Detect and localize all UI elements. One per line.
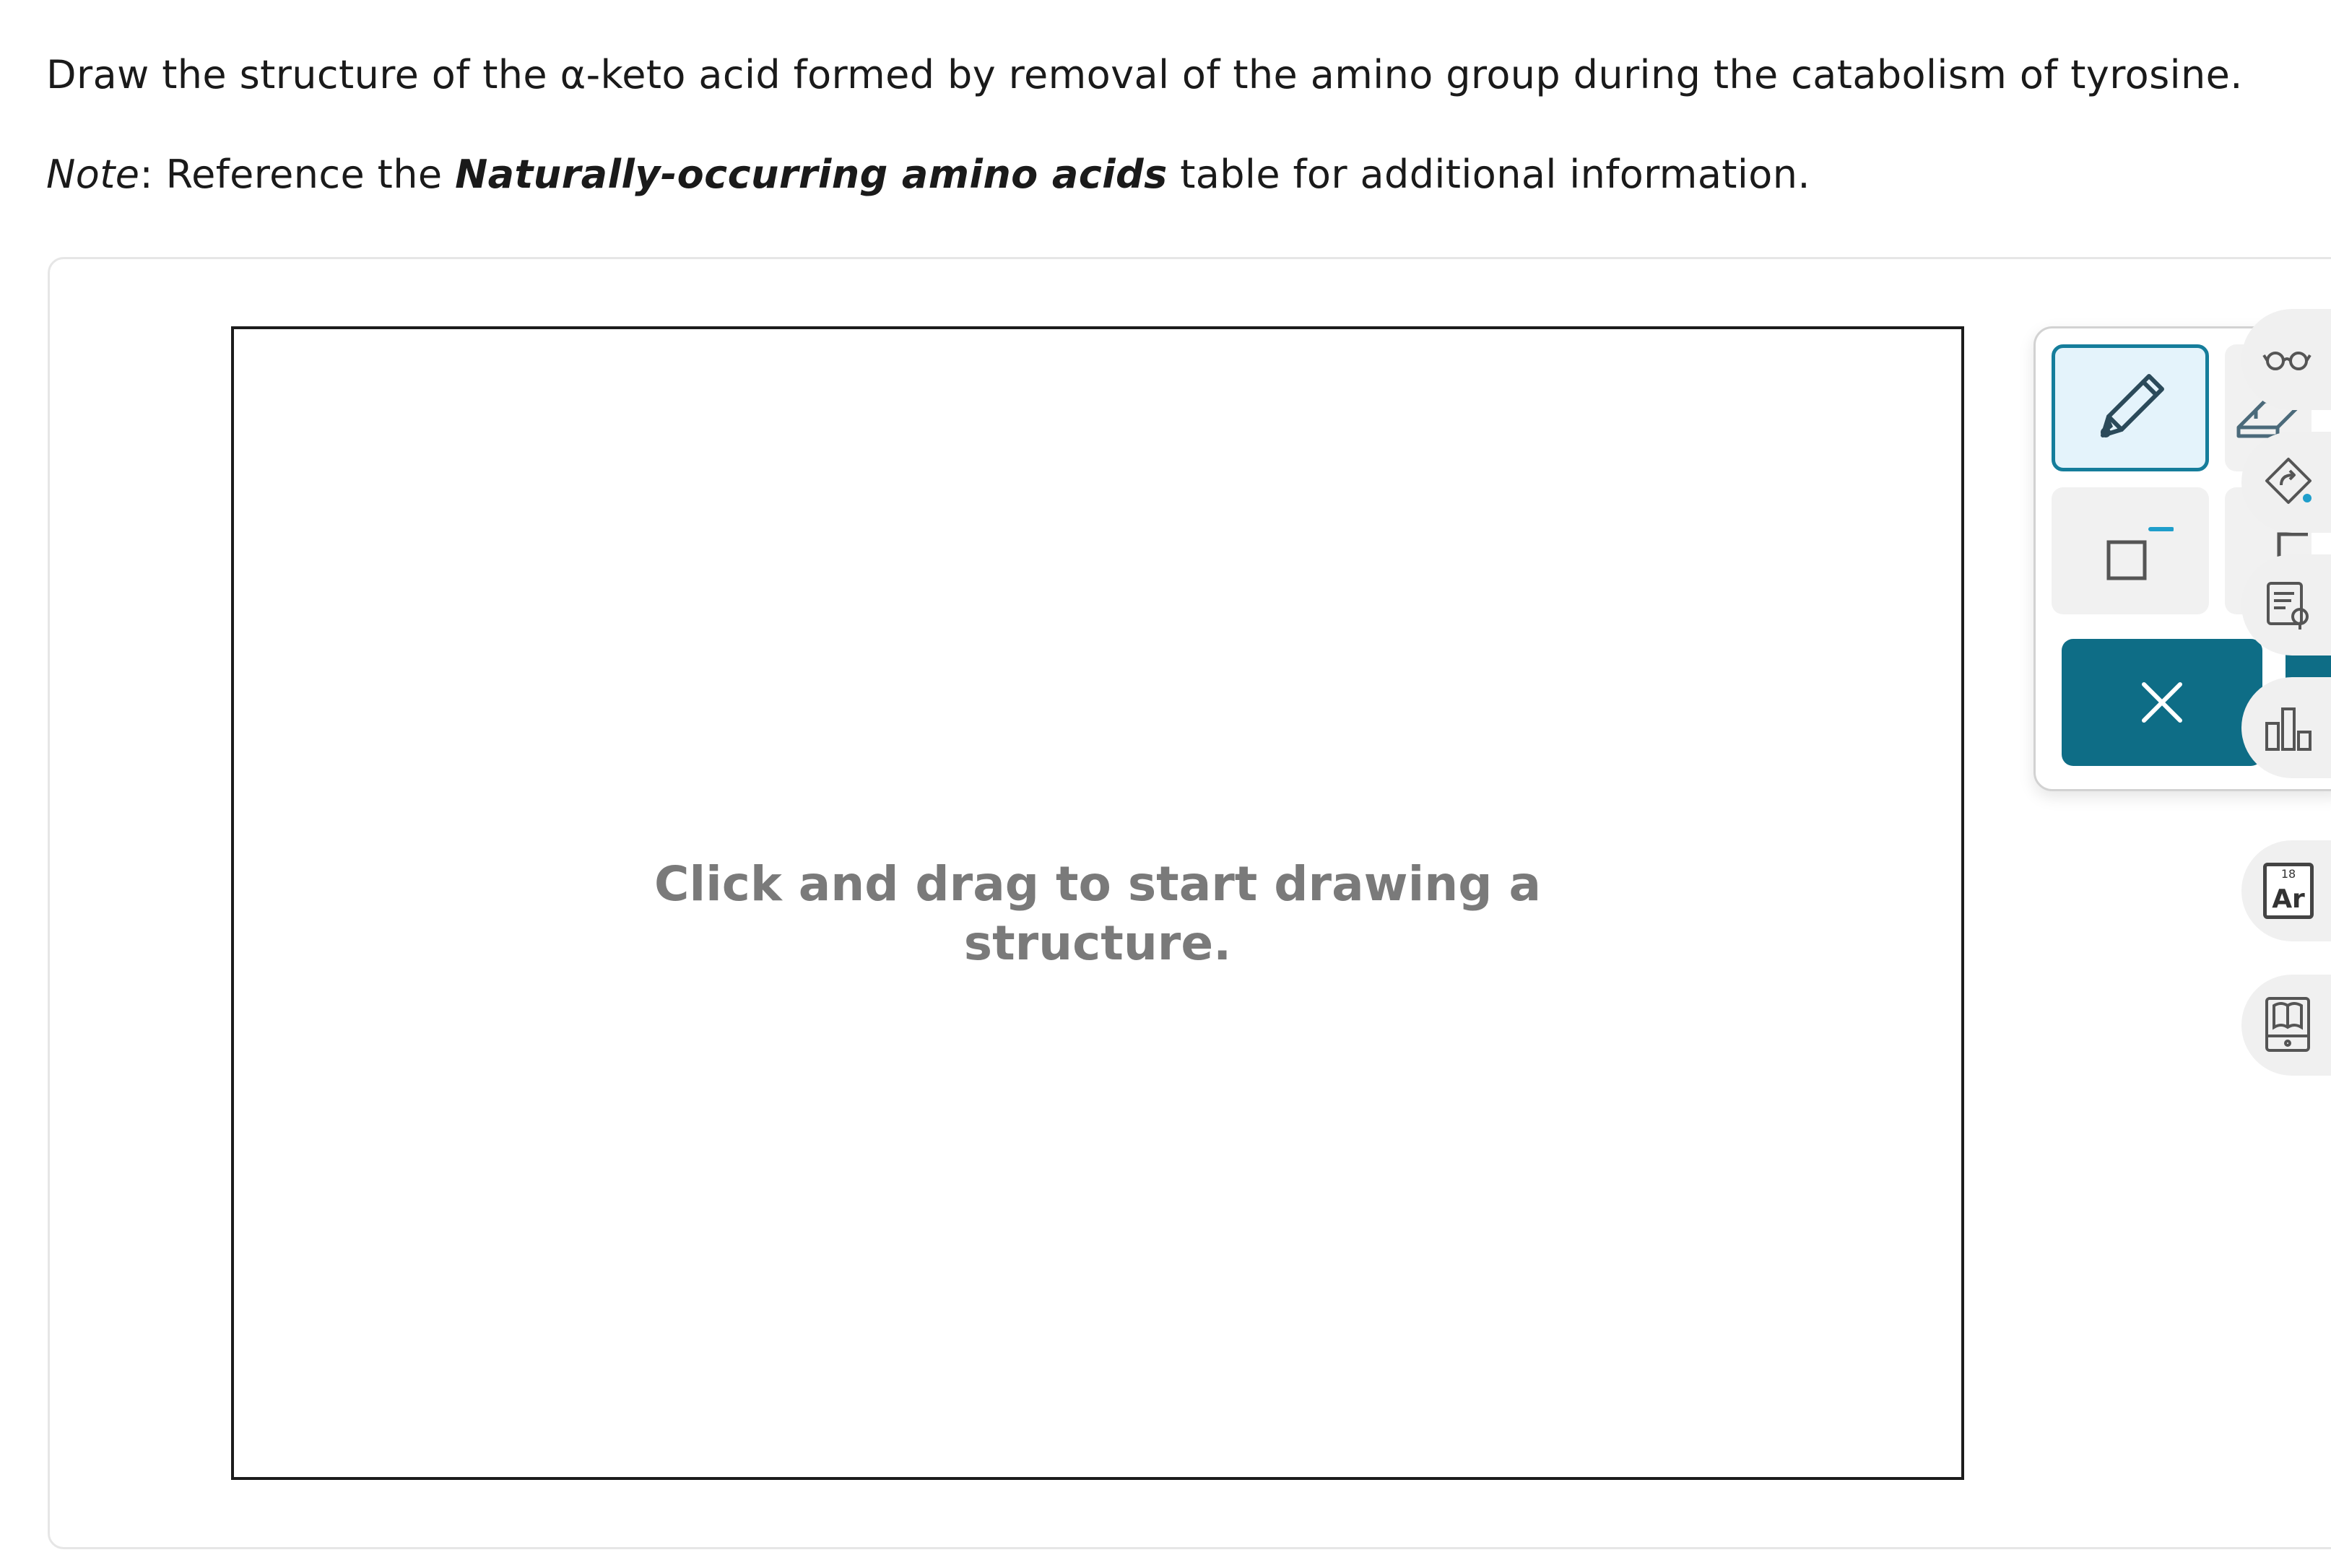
side-rail [2241,309,2331,785]
canvas-hint [234,855,1961,973]
explanation-button[interactable] [2241,554,2331,655]
pencil-icon [2087,365,2174,451]
periodic-symbol: Ar [2272,884,2305,914]
glasses-icon [2260,338,2317,381]
charge-icon [2087,515,2174,587]
explanation-icon [2260,576,2317,634]
charge-tool-button[interactable] [2052,487,2209,614]
note-label: Note [46,152,140,197]
rotate-button[interactable] [2241,432,2331,533]
rotate-icon [2260,453,2317,511]
pencil-tool-button[interactable] [2052,344,2209,471]
note-suffix: table for additional information. [1167,152,1810,197]
note-prefix: : Reference the [139,152,456,197]
question-text [46,49,2243,101]
view-button[interactable] [2241,309,2331,410]
data-button[interactable] [2241,677,2331,778]
drawing-canvas[interactable] [231,326,1964,1480]
note-emphasis[interactable]: Naturally-occurring amino acids [455,152,1168,197]
canvas-hint-line1: Click and drag to start drawing a [654,856,1541,912]
reference-book-icon [2260,993,2317,1058]
periodic-table-icon [2263,863,2314,919]
question-body: Draw the structure of the α-keto acid formed by removal of the amino group during the catabolism of tyrosine. [46,52,2243,97]
periodic-number: 18 [2280,867,2296,881]
bar-chart-icon [2260,699,2317,757]
canvas-hint-line2: structure. [963,915,1232,971]
note-text [46,149,1810,201]
clear-button[interactable] [2062,639,2262,766]
close-icon [2137,677,2187,728]
